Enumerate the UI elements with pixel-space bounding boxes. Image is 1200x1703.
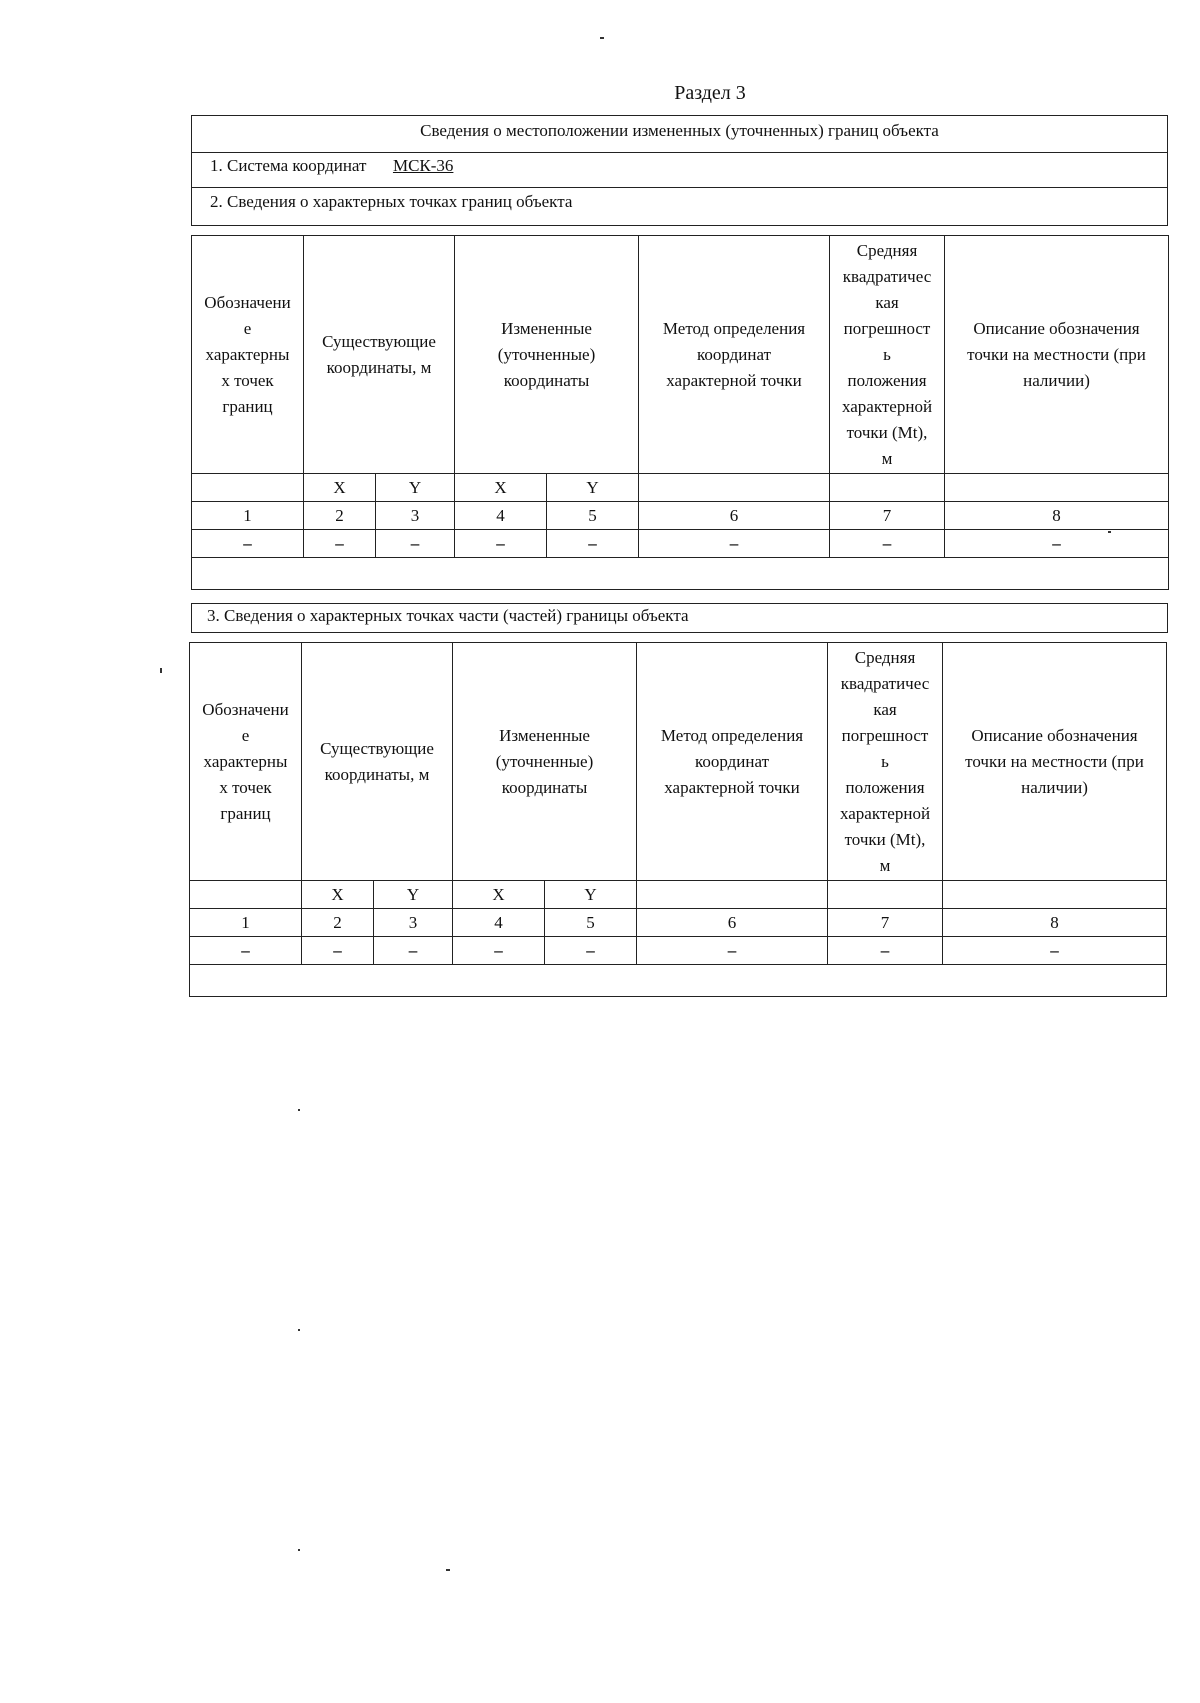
sub-header-x: X [304, 474, 376, 502]
col-existing-coords: Существующие координаты, м [304, 236, 455, 474]
scan-speck [600, 37, 604, 39]
table-cell: – [302, 937, 374, 965]
column-number: 5 [545, 909, 637, 937]
table-cell: – [945, 530, 1169, 558]
col-changed-coords: Измененные (уточненные) координаты [455, 236, 639, 474]
coord-system-value: МСК-36 [392, 156, 454, 175]
table-cell: – [455, 530, 547, 558]
table-cell: – [830, 530, 945, 558]
column-number: 7 [830, 502, 945, 530]
table-cell: – [828, 937, 943, 965]
sub-header-y: Y [374, 881, 453, 909]
col-description: Описание обозначения точки на местности (при наличии) [943, 643, 1167, 881]
col-method: Метод определения координат характерной точки [639, 236, 830, 474]
sub-header-blank [943, 881, 1167, 909]
col-designation: Обозначени е характерны х точек границ [190, 643, 302, 881]
column-number: 1 [192, 502, 304, 530]
sub-header-blank [828, 881, 943, 909]
column-number: 6 [637, 909, 828, 937]
sub-header-blank [639, 474, 830, 502]
table-cell: – [192, 530, 304, 558]
table-cell: – [545, 937, 637, 965]
points-heading: 2. Сведения о характерных точках границ объекта [210, 192, 573, 211]
table-cell: – [637, 937, 828, 965]
column-number: 6 [639, 502, 830, 530]
column-number: 7 [828, 909, 943, 937]
table-cell: – [190, 937, 302, 965]
table-cell: – [374, 937, 453, 965]
column-number: 3 [374, 909, 453, 937]
column-number: 2 [304, 502, 376, 530]
table-cell: – [453, 937, 545, 965]
section-title: Раздел 3 [674, 82, 746, 104]
header-divider [191, 152, 1168, 153]
sub-header-blank [830, 474, 945, 502]
sub-header-x: X [302, 881, 374, 909]
table-cell: – [547, 530, 639, 558]
header-divider [191, 187, 1168, 188]
column-number: 4 [455, 502, 547, 530]
empty-row [192, 558, 1169, 590]
coord-system-label: 1. Система координат [210, 156, 367, 175]
table-cell: – [376, 530, 455, 558]
col-existing-coords: Существующие координаты, м [302, 643, 453, 881]
sub-header-blank [945, 474, 1169, 502]
part-heading: 3. Сведения о характерных точках части (частей) границы объекта [207, 606, 689, 625]
part-points-table [189, 642, 1167, 997]
column-number: 2 [302, 909, 374, 937]
col-description: Описание обозначения точки на местности (при наличии) [945, 236, 1169, 474]
scan-speck [298, 1329, 300, 1331]
table-cell: – [304, 530, 376, 558]
sub-header-blank [637, 881, 828, 909]
column-number: 8 [943, 909, 1167, 937]
sub-header-blank [192, 474, 304, 502]
sub-header-x: X [455, 474, 547, 502]
column-number: 3 [376, 502, 455, 530]
table-cell: – [639, 530, 830, 558]
sub-header-blank [190, 881, 302, 909]
scan-speck [298, 1549, 300, 1551]
column-number: 4 [453, 909, 545, 937]
sub-header-y: Y [547, 474, 639, 502]
table-cell: – [943, 937, 1167, 965]
scan-speck [298, 1109, 300, 1111]
points-table [191, 235, 1169, 590]
scan-speck [446, 1569, 450, 1571]
col-method: Метод определения координат характерной точки [637, 643, 828, 881]
empty-row [190, 965, 1167, 997]
col-error: Средняя квадратичес кая погрешност ь положения характерной точки (Mt), м [830, 236, 945, 474]
column-number: 1 [190, 909, 302, 937]
column-number: 8 [945, 502, 1169, 530]
col-error: Средняя квадратичес кая погрешност ь положения характерной точки (Mt), м [828, 643, 943, 881]
col-designation: Обозначени е характерны х точек границ [192, 236, 304, 474]
header-title: Сведения о местоположении измененных (уточненных) границ объекта [420, 121, 939, 140]
sub-header-y: Y [376, 474, 455, 502]
col-changed-coords: Измененные (уточненные) координаты [453, 643, 637, 881]
sub-header-y: Y [545, 881, 637, 909]
sub-header-x: X [453, 881, 545, 909]
scan-speck [160, 668, 162, 673]
coord-system-row [210, 156, 453, 176]
column-number: 5 [547, 502, 639, 530]
